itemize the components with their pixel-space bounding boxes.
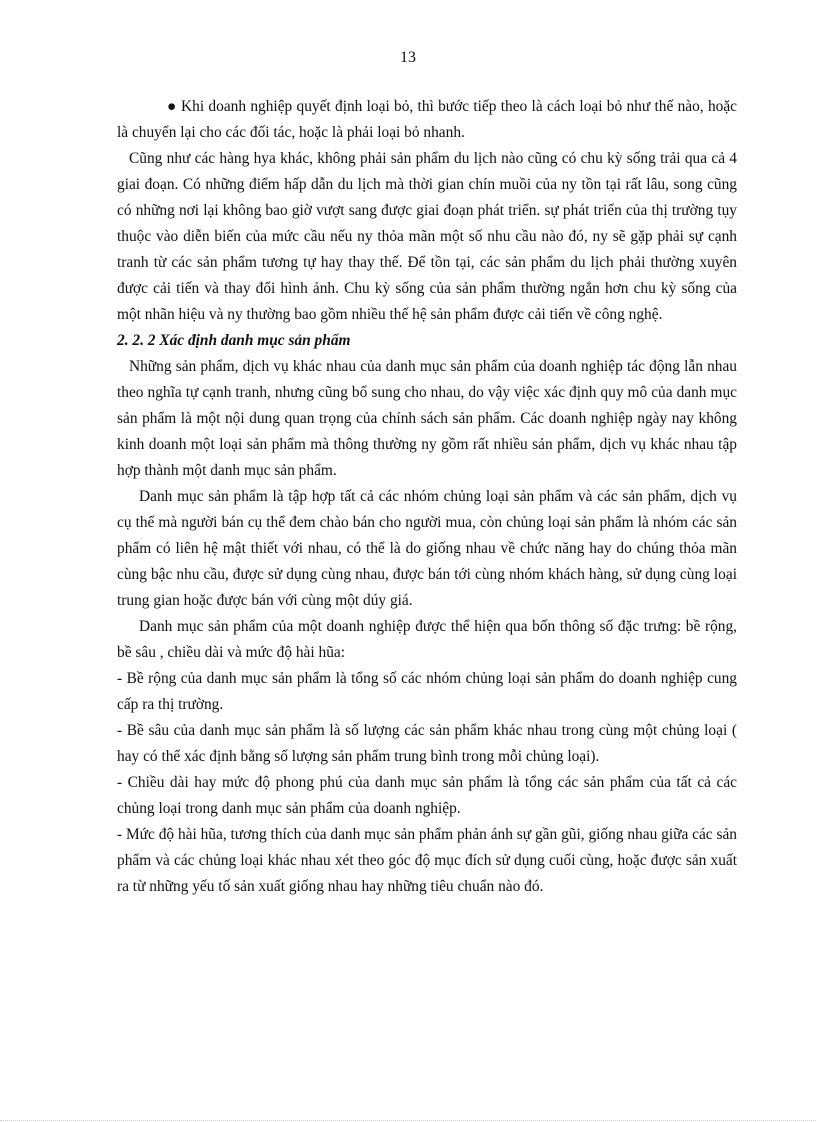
paragraph-portfolio-parameters: Danh mục sản phẩm của một doanh nghiệp được thể hiện qua bốn thông số đặc trưng: bề rộng, bề sâu , chiều dài và mức độ hài hũa:: [117, 618, 737, 661]
section-heading: 2. 2. 2 Xác định danh mục sản phẩm: [117, 332, 351, 349]
bullet-icon: ●: [167, 98, 177, 115]
list-item-consistency: - Mức độ hài hũa, tương thích của danh mục sản phẩm phản ánh sự gần gũi, giống nhau giữa các sản phẩm và các chủng loại khác nhau xét theo góc độ mục đích sử dụng cuối cùng, hoặc được sản xuất ra từ những yếu tố sản xuất giống nhau hay những tiêu chuẩn nào đó.: [117, 826, 737, 895]
page-body: [117, 94, 737, 900]
page-number: 13: [400, 49, 416, 66]
page-bottom-rule: [0, 1120, 816, 1121]
list-item-length: - Chiều dài hay mức độ phong phú của danh mục sản phẩm là tổng các sản phẩm của tất cả các chủng loại trong danh mục sản phẩm của doanh nghiệp.: [117, 774, 737, 817]
bullet-paragraph: [117, 94, 737, 146]
list-item-width: - Bề rộng của danh mục sản phẩm là tổng số các nhóm chủng loại sản phẩm do doanh nghiệp cung cấp ra thị trường.: [117, 670, 737, 713]
paragraph-product-lifecycle: Cũng như các hàng hya khác, không phải sản phẩm du lịch nào cũng có chu kỳ sống trải qua cả 4 giai đoạn. Có những điểm hấp dẫn du lịch mà thời gian chín muồi của ny tồn tại rất lâu, song cũng có những nơi lại không bao giờ vượt sang được giai đoạn phát triển. sự phát triển của thị trường tụy thuộc vào diễn biến của mức cầu nếu ny thỏa mãn một số nhu cầu nào đó, ny sẽ gặp phải sự cạnh tranh từ các sản phẩm tương tự hay thay thế. Để tồn tại, các sản phẩm du lịch phải thường xuyên được cải tiến và thay đổi hình ảnh. Chu kỳ sống của sản phẩm thường ngắn hơn chu kỳ sống của một nhãn hiệu và ny thường bao gồm nhiều thế hệ sản phẩm được cải tiến về công nghệ.: [117, 150, 737, 323]
paragraph-portfolio-definition: Danh mục sản phẩm là tập hợp tất cả các nhóm chủng loại sản phẩm và các sản phẩm, dịch vụ cụ thể mà người bán cụ thể đem chào bán cho người mua, còn chủng loại sản phẩm là nhóm các sản phẩm có liên hệ mật thiết với nhau, có thể là do giống nhau về chức năng hay do chúng thỏa mãn cùng bậc nhu cầu, được sử dụng cùng nhau, được bán tới cùng nhóm khách hàng, sử dụng cùng loại trung gian hoặc được bán với cùng một dúy giá.: [117, 488, 737, 609]
list-item-depth: - Bề sâu của danh mục sản phẩm là số lượng các sản phẩm khác nhau trong cùng một chủng loại ( hay có thể xác định bằng số lượng sản phẩm trung bình trong mỗi chủng loại).: [117, 722, 737, 765]
bullet-paragraph-text: Khi doanh nghiệp quyết định loại bỏ, thì bước tiếp theo là cách loại bỏ như thế nào, hoặc là chuyển lại cho các đối tác, hoặc là phải loại bỏ nhanh.: [117, 98, 738, 141]
paragraph-product-portfolio: Những sản phẩm, dịch vụ khác nhau của danh mục sản phẩm của doanh nghiệp tác động lẫn nhau theo nghĩa tự cạnh tranh, nhưng cũng bổ sung cho nhau, do vậy việc xác định quy mô của danh mục sản phẩm là một nội dung quan trọng của chính sách sản phẩm. Các doanh nghiệp ngày nay không kinh doanh một loại sản phẩm mà thông thường ny gồm rất nhiều sản phẩm, dịch vụ khác nhau tập hợp thành một danh mục sản phẩm.: [117, 358, 737, 479]
